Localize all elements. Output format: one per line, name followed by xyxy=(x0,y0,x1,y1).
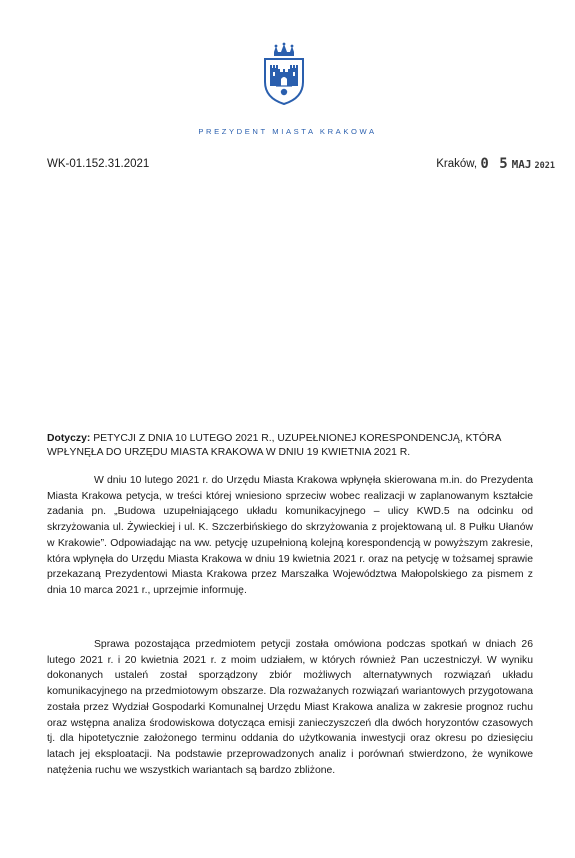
place-date xyxy=(436,156,555,172)
subject-line xyxy=(47,432,533,460)
body-paragraph-2: Sprawa pozostająca przedmiotem petycji została omówiona podczas spotkań w dniach 26 lutego 2021 r. i 20 kwietnia 2021 r. z moim udziałem, w których również Pan uczestniczył. W wyniku dokonanych ustaleń został sporządzony zbiór możliwych alternatywnych rozwiązań układu komunikacyjnego na przedmiotowym obszarze. Dla rozważanych rozwiązań wariantowych przygotowana została przez Wydział Gospodarki Komunalnej Urzędu Miast Krakowa analiza w zakresie prognoz ruchu oraz wstępna analiza środowiskowa dotycząca emisji zanieczyszczeń dla dwóch horyzontów czasowych tj. dla hipotetycznie założonego terminu oddania do użytkowania inwestycji oraz okresu po dziesięciu latach jej eksploatacji. Na podstawie przeprowadzonych analiz i porównań stwierdzono, że wynikowe natężenia ruchu we wszystkich wariantach są bardzo zbliżone. xyxy=(47,639,533,776)
krakow-coat-of-arms-icon xyxy=(260,42,308,106)
header-title: PREZYDENT MIASTA KRAKOWA xyxy=(198,127,377,136)
stamp-year: 2021 xyxy=(534,161,555,171)
subject-label: Dotyczy: xyxy=(47,433,91,444)
stamp-month: MAJ xyxy=(511,158,532,171)
stamp-day: 0 5 xyxy=(480,156,509,172)
reference-number: WK-01.152.31.2021 xyxy=(47,158,150,170)
subject-text: PETYCJI Z DNIA 10 LUTEGO 2021 R., UZUPEŁNIONEJ KORESPONDENCJĄ, KTÓRA WPŁYNĘŁA DO URZĘDU MIASTA KRAKOWA W DNIU 19 KWIETNIA 2021 R. xyxy=(47,433,501,458)
body-paragraph-1: W dniu 10 lutego 2021 r. do Urzędu Miasta Krakowa wpłynęła skierowana m.in. do Prezydenta Miasta Krakowa petycja, w treści której wniesiono sprzeciw wobec realizacji w zaplanowanym kształcie zadania pn. „Budowa uzupełniającego układu komunikacyjnego – ulicy KWD.5 na odcinku od skrzyżowania ul. Żywieckiej i ul. K. Szczerbińskiego do skrzyżowania z projektowaną ul. 8 Pułku Ułanów w Krakowie”. Odpowiadając na ww. petycję uzupełnioną kolejną korespondencją w powyższym zakresie, która wpłynęła do Urzędu Miasta Krakowa w dniu 19 kwietnia 2021 r. oraz na petycję w tożsamej sprawie przekazaną Prezydentowi Miasta Krakowa przez Marszałka Województwa Małopolskiego za pismem z dnia 10 marca 2021 r., uprzejmie informuję. xyxy=(47,475,533,596)
date-stamp xyxy=(480,157,555,171)
place-label: Kraków, xyxy=(436,158,478,170)
